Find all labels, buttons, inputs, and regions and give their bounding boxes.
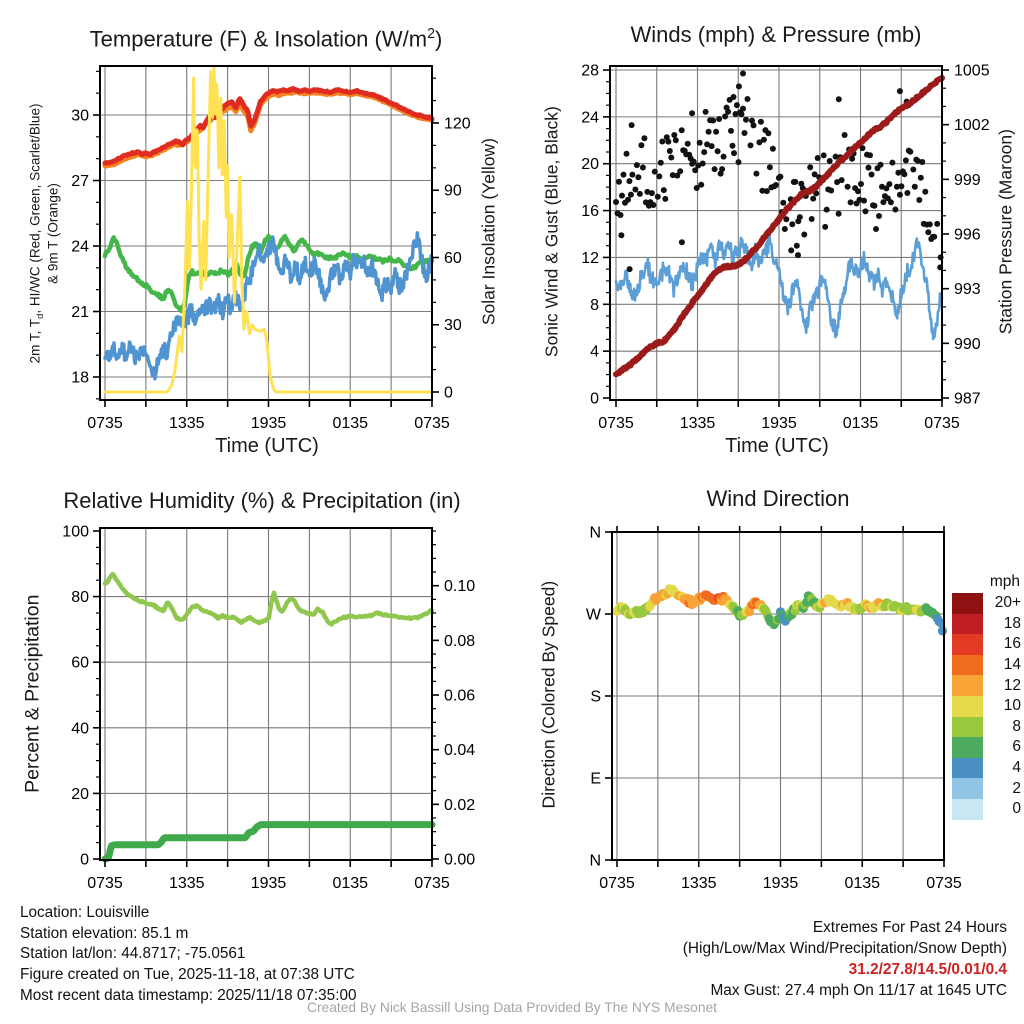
time-utc-label-right: Time (UTC) bbox=[725, 435, 829, 457]
legend-swatch bbox=[952, 758, 983, 779]
svg-text:27: 27 bbox=[71, 173, 89, 191]
svg-text:S: S bbox=[590, 688, 601, 706]
svg-text:1335: 1335 bbox=[680, 875, 717, 892]
legend-row bbox=[952, 696, 1022, 717]
wind-speed-legend bbox=[952, 573, 1022, 820]
svg-text:1005: 1005 bbox=[954, 62, 990, 80]
legend-value: 16 bbox=[1003, 635, 1021, 653]
legend-row bbox=[952, 737, 1022, 758]
max-gust: Max Gust: 27.4 mph On 11/17 at 1645 UTC bbox=[710, 982, 1007, 999]
percent-precip-axis-label: Percent & Precipitation bbox=[21, 594, 44, 793]
svg-text:0735: 0735 bbox=[414, 415, 450, 432]
legend-value: 6 bbox=[1012, 738, 1021, 756]
legend-swatch bbox=[952, 696, 983, 717]
insolation-right-axis-label: Solar Insolation (Yellow) bbox=[478, 138, 499, 326]
extremes-values: 31.2/27.8/14.5/0.01/0.4 bbox=[848, 961, 1007, 978]
wind-left-axis-label: Sonic Wind & Gust (Blue, Black) bbox=[541, 106, 562, 358]
temp-left-axis-label-line1: 2m T, $T_d$, HI/WC (Red, Green, Scarlet/Blue) bbox=[27, 103, 47, 364]
svg-text:0.08: 0.08 bbox=[444, 632, 476, 650]
svg-text:0735: 0735 bbox=[414, 875, 450, 892]
svg-text:30: 30 bbox=[71, 107, 89, 125]
direction-axis-label: Direction (Colored By Speed) bbox=[538, 580, 559, 809]
svg-text:28: 28 bbox=[581, 62, 599, 80]
title-text: Temperature (F) & Insolation (W/m bbox=[89, 26, 428, 52]
svg-text:0735: 0735 bbox=[926, 875, 962, 892]
extremes-title: Extremes For Past 24 Hours bbox=[812, 919, 1007, 936]
figure-created: Figure created on Tue, 2025-11-18, at 07:38 UTC bbox=[20, 966, 355, 984]
svg-text:0735: 0735 bbox=[924, 415, 960, 432]
svg-text:1935: 1935 bbox=[250, 415, 287, 432]
svg-text:0: 0 bbox=[590, 390, 599, 408]
svg-text:0.06: 0.06 bbox=[444, 687, 476, 705]
temp-left-axis-label-line2: & 9m T (Orange) bbox=[45, 183, 61, 284]
svg-text:999: 999 bbox=[954, 171, 981, 189]
credit-line: Created By Nick Bassill Using Data Provided By The NYS Mesonet bbox=[307, 1000, 717, 1015]
extremes-subtitle: (High/Low/Max Wind/Precipitation/Snow Depth) bbox=[682, 940, 1007, 957]
title-superscript: 2 bbox=[427, 26, 436, 42]
svg-text:0: 0 bbox=[80, 851, 89, 869]
extremes-block bbox=[683, 917, 1007, 1001]
svg-text:0.10: 0.10 bbox=[444, 578, 476, 596]
svg-text:120: 120 bbox=[444, 115, 471, 133]
svg-text:0135: 0135 bbox=[332, 415, 369, 432]
legend-row bbox=[952, 614, 1022, 635]
svg-text:N: N bbox=[589, 524, 601, 542]
svg-text:30: 30 bbox=[444, 317, 462, 335]
chart-title-winds-pressure: Winds (mph) & Pressure (mb) bbox=[630, 22, 922, 47]
svg-text:N: N bbox=[589, 852, 601, 870]
svg-text:90: 90 bbox=[444, 182, 462, 200]
svg-text:0: 0 bbox=[444, 384, 453, 402]
svg-text:60: 60 bbox=[71, 654, 89, 672]
svg-text:0135: 0135 bbox=[332, 875, 369, 892]
legend-row bbox=[952, 675, 1022, 696]
legend-value: 0 bbox=[1012, 800, 1021, 818]
svg-text:1002: 1002 bbox=[954, 117, 990, 135]
svg-text:24: 24 bbox=[71, 238, 89, 256]
time-utc-label-left: Time (UTC) bbox=[215, 435, 319, 457]
svg-text:1335: 1335 bbox=[168, 415, 205, 432]
legend-row bbox=[952, 778, 1022, 799]
svg-text:40: 40 bbox=[71, 720, 89, 738]
legend-value: 8 bbox=[1012, 717, 1021, 735]
legend-swatch bbox=[952, 655, 983, 676]
svg-text:60: 60 bbox=[444, 249, 462, 267]
svg-text:990: 990 bbox=[954, 335, 981, 353]
svg-text:1335: 1335 bbox=[168, 875, 205, 892]
svg-text:987: 987 bbox=[954, 390, 981, 408]
legend-swatch bbox=[952, 737, 983, 758]
svg-text:0.02: 0.02 bbox=[444, 796, 476, 814]
legend-swatch bbox=[952, 717, 983, 738]
svg-text:0.04: 0.04 bbox=[444, 742, 476, 760]
legend-row bbox=[952, 758, 1022, 779]
legend-value: 4 bbox=[1012, 759, 1021, 777]
station-elevation: Station elevation: 85.1 m bbox=[20, 924, 189, 942]
legend-value: 12 bbox=[1003, 676, 1021, 694]
svg-text:1935: 1935 bbox=[761, 415, 797, 432]
svg-text:1935: 1935 bbox=[762, 875, 799, 892]
legend-row bbox=[952, 634, 1022, 655]
svg-text:0735: 0735 bbox=[87, 875, 123, 892]
legend-value: 2 bbox=[1012, 779, 1021, 797]
legend-row bbox=[952, 655, 1022, 676]
legend-value: 20+ bbox=[994, 594, 1021, 612]
legend-row bbox=[952, 717, 1022, 738]
legend-swatch bbox=[952, 634, 983, 655]
svg-text:20: 20 bbox=[71, 785, 89, 803]
svg-text:0735: 0735 bbox=[599, 875, 635, 892]
recent-timestamp: Most recent data timestamp: 2025/11/18 07:35:00 bbox=[20, 986, 357, 1004]
legend-value: 10 bbox=[1003, 697, 1021, 715]
svg-text:0.00: 0.00 bbox=[444, 851, 476, 869]
svg-text:993: 993 bbox=[954, 281, 981, 299]
svg-text:24: 24 bbox=[581, 109, 599, 127]
svg-text:1935: 1935 bbox=[250, 875, 287, 892]
svg-text:12: 12 bbox=[581, 249, 599, 267]
pressure-right-axis-label: Station Pressure (Maroon) bbox=[995, 129, 1016, 335]
legend-rows bbox=[952, 593, 1022, 820]
legend-row bbox=[952, 593, 1022, 614]
legend-title-mph: mph bbox=[989, 573, 1020, 590]
svg-text:18: 18 bbox=[71, 369, 89, 387]
svg-text:0735: 0735 bbox=[598, 415, 634, 432]
svg-text:0735: 0735 bbox=[87, 415, 123, 432]
legend-value: 18 bbox=[1003, 614, 1021, 632]
legend-swatch bbox=[952, 675, 983, 696]
svg-text:4: 4 bbox=[590, 343, 599, 361]
svg-text:1335: 1335 bbox=[679, 415, 716, 432]
svg-text:16: 16 bbox=[581, 203, 599, 221]
chart-title-humidity-precip: Relative Humidity (%) & Precipitation (in) bbox=[63, 488, 461, 513]
station-location: Location: Louisville bbox=[20, 904, 150, 921]
svg-text:20: 20 bbox=[581, 156, 599, 174]
svg-text:80: 80 bbox=[71, 589, 89, 607]
svg-text:996: 996 bbox=[954, 226, 981, 244]
svg-text:8: 8 bbox=[590, 296, 599, 314]
svg-text:0135: 0135 bbox=[844, 875, 881, 892]
svg-text:0135: 0135 bbox=[842, 415, 879, 432]
svg-text:100: 100 bbox=[62, 523, 89, 541]
station-info-block bbox=[20, 903, 356, 1007]
legend-swatch bbox=[952, 614, 983, 635]
legend-swatch bbox=[952, 778, 983, 799]
title-text-post: ) bbox=[435, 26, 443, 52]
chart-title-wind-direction: Wind Direction bbox=[706, 486, 850, 511]
svg-text:W: W bbox=[585, 606, 601, 624]
svg-text:21: 21 bbox=[71, 304, 89, 322]
legend-value: 14 bbox=[1003, 656, 1021, 674]
legend-swatch bbox=[952, 799, 983, 820]
svg-text:E: E bbox=[590, 770, 601, 788]
legend-row bbox=[952, 799, 1022, 820]
station-latlon: Station lat/lon: 44.8717; -75.0561 bbox=[20, 945, 246, 963]
legend-swatch bbox=[952, 593, 983, 614]
